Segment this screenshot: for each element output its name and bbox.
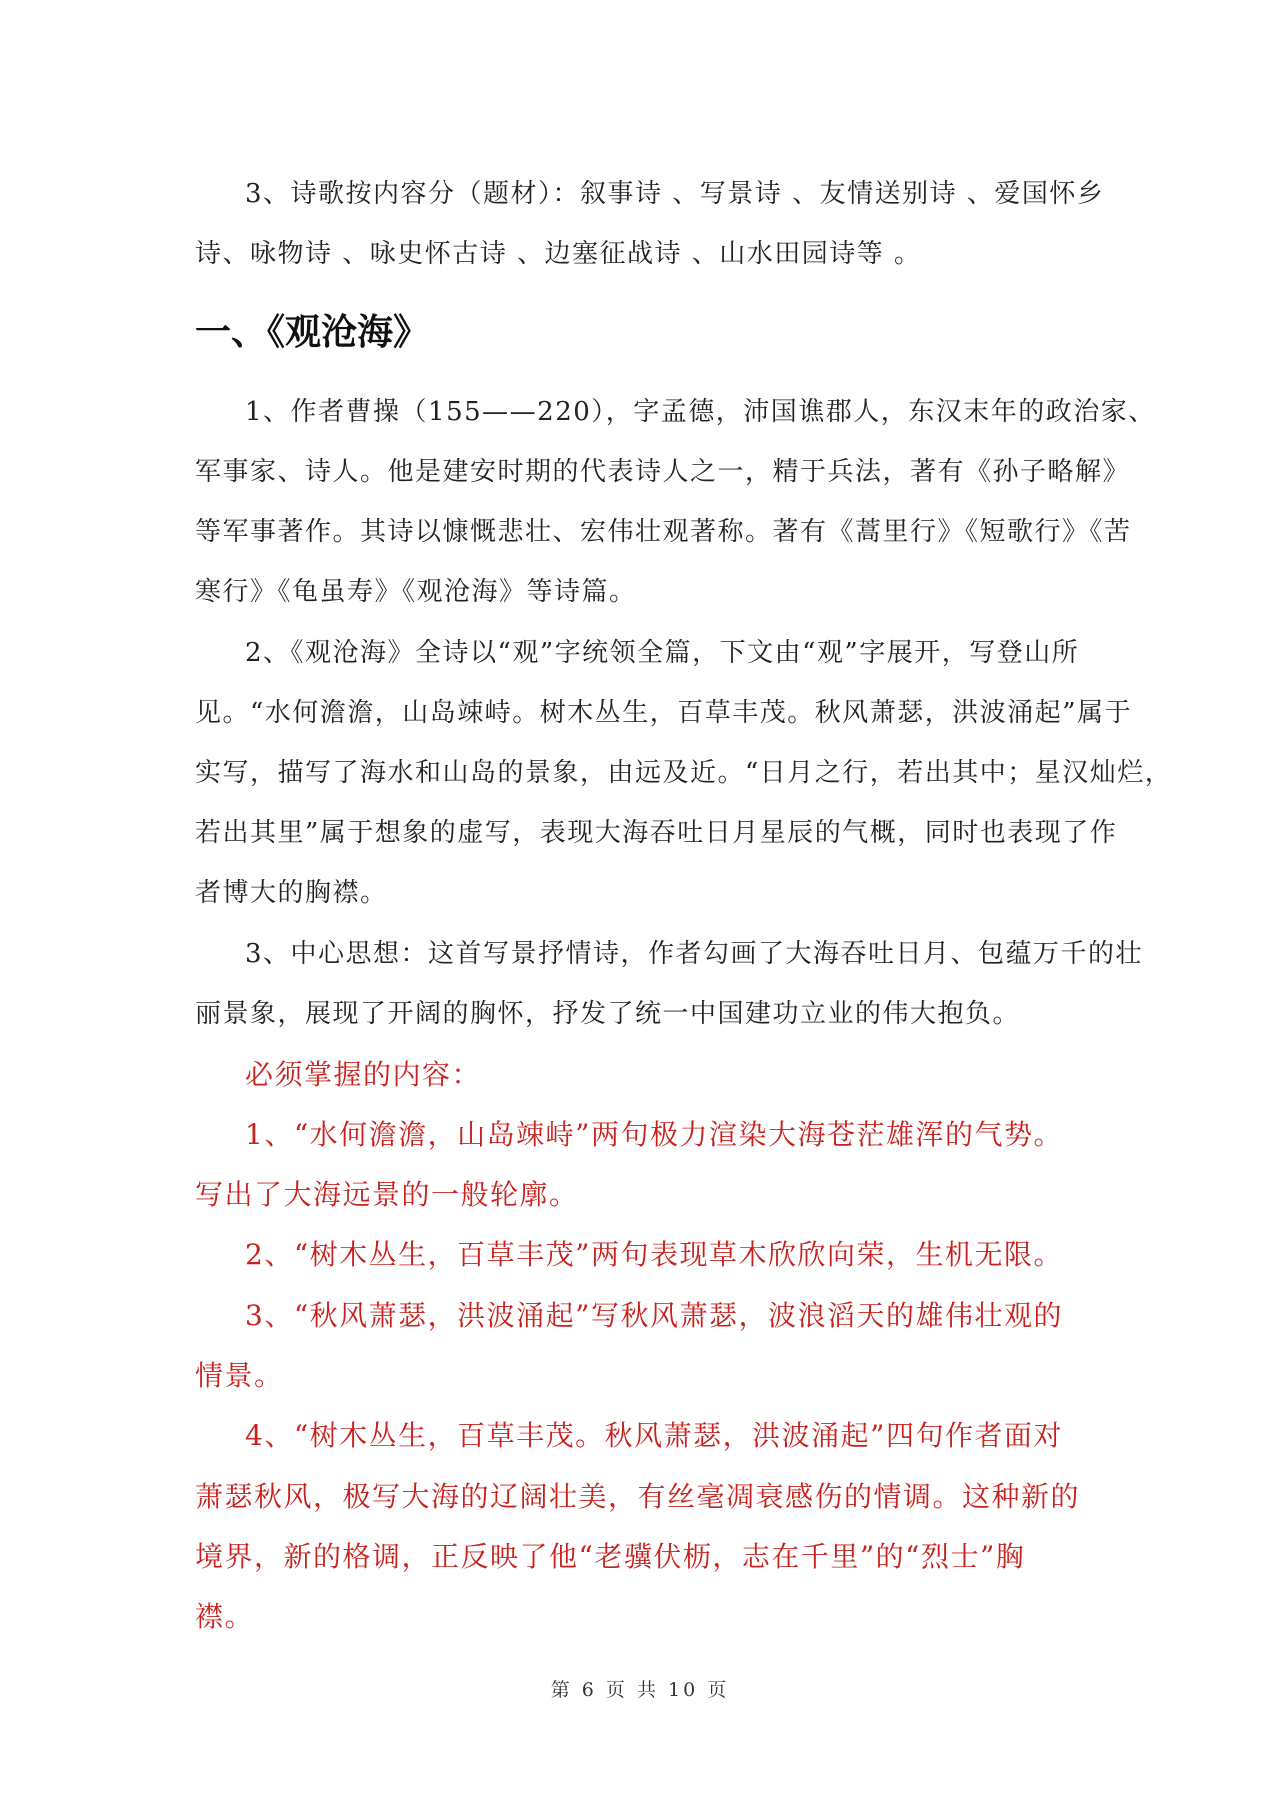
master-item-3-line-1: 3、“秋风萧瑟，洪波涌起”写秋风萧瑟，波浪滔天的雄伟壮观的	[245, 1299, 1063, 1332]
author-line-1: 1、作者曹操（155——220），字孟德，沛国谯郡人，东汉末年的政治家、	[245, 397, 1156, 427]
structure-line-5: 者博大的胸襟。	[195, 878, 388, 908]
page-number-footer: 第 6 页 共 10 页	[550, 1679, 730, 1701]
master-item-4-line-4: 襟。	[195, 1600, 255, 1633]
author-line-3: 等军事著作。其诗以慷慨悲壮、宏伟壮观著称。著有《蒿里行》《短歌行》《苦	[195, 517, 1132, 547]
master-item-4-line-3: 境界，新的格调，正反映了他“老骥伏枥，志在千里”的“烈士”胸	[195, 1540, 1026, 1573]
master-item-2-line-1: 2、“树木丛生，百草丰茂”两句表现草木欣欣向荣，生机无限。	[245, 1238, 1063, 1271]
structure-line-1: 2、《观沧海》全诗以“观”字统领全篇，下文由“观”字展开，写登山所	[245, 638, 1080, 668]
master-item-1-line-2: 写出了大海远景的一般轮廓。	[195, 1178, 579, 1211]
master-item-4-line-2: 萧瑟秋风，极写大海的辽阔壮美，有丝毫凋衰感伤的情调。这种新的	[195, 1480, 1081, 1513]
master-item-4-line-1: 4、“树木丛生，百草丰茂。秋风萧瑟，洪波涌起”四句作者面对	[245, 1419, 1063, 1452]
structure-line-3: 实写，描写了海水和山岛的景象，由远及近。“日月之行，若出其中；星汉灿烂，	[195, 758, 1173, 788]
master-item-1-line-1: 1、“水何澹澹，山岛竦峙”两句极力渲染大海苍茫雄浑的气势。	[245, 1118, 1063, 1151]
theme-line-1: 3、中心思想：这首写景抒情诗，作者勾画了大海吞吐日月、包蕴万千的壮	[245, 939, 1144, 969]
theme-line-2: 丽景象，展现了开阔的胸怀，抒发了统一中国建功立业的伟大抱负。	[195, 999, 1021, 1029]
intro-line-2: 诗、咏物诗 、咏史怀古诗 、边塞征战诗 、山水田园诗等 。	[195, 239, 922, 269]
author-line-2: 军事家、诗人。他是建安时期的代表诗人之一，精于兵法，著有《孙子略解》	[195, 457, 1131, 487]
structure-line-2: 见。“水何澹澹，山岛竦峙。树木丛生，百草丰茂。秋风萧瑟，洪波涌起”属于	[195, 698, 1133, 728]
structure-line-4: 若出其里”属于想象的虚写，表现大海吞吐日月星辰的气概，同时也表现了作	[195, 818, 1118, 848]
intro-line-1: 3、诗歌按内容分（题材）：叙事诗 、写景诗 、友情送别诗 、爱国怀乡	[245, 179, 1105, 209]
section-heading: 一、《观沧海》	[195, 312, 430, 353]
must-master-title: 必须掌握的内容：	[245, 1058, 482, 1091]
master-item-3-line-2: 情景。	[195, 1359, 284, 1392]
author-line-4: 寒行》《龟虽寿》《观沧海》等诗篇。	[195, 577, 637, 607]
